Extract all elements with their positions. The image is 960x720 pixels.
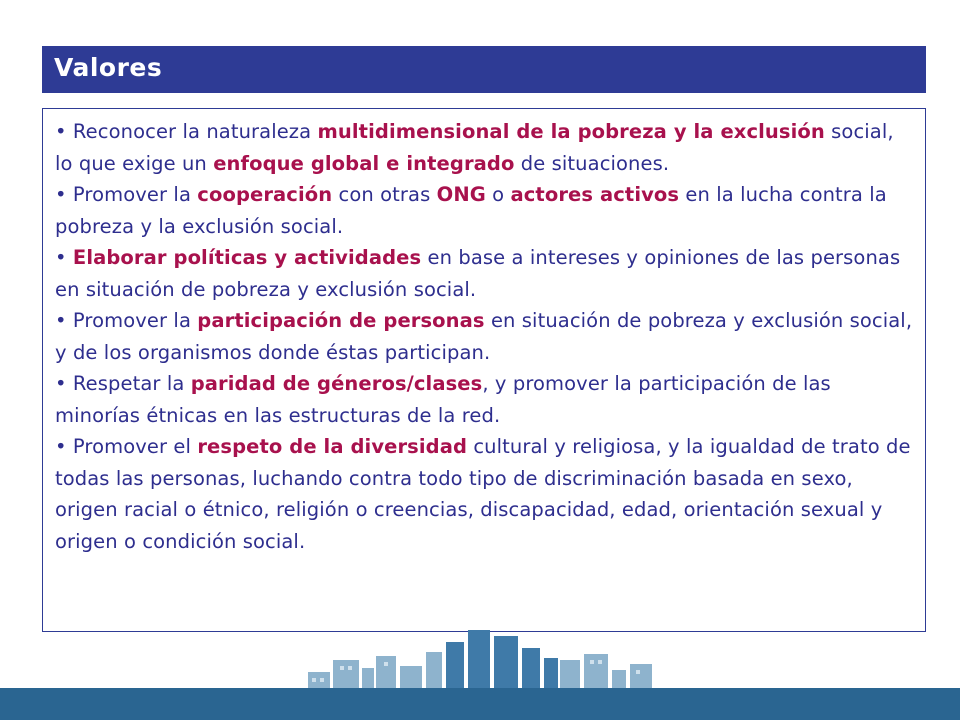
highlighted-text: enfoque global e integrado xyxy=(213,151,515,175)
bullet-marker: • xyxy=(55,435,73,458)
body-text: Promover la xyxy=(72,183,198,206)
highlighted-text: actores activos xyxy=(510,183,680,206)
value-bullet-3 xyxy=(55,242,915,305)
footer-band xyxy=(0,688,960,720)
body-text: con otras xyxy=(332,183,437,206)
body-text: de situaciones. xyxy=(514,151,670,175)
title-bar xyxy=(42,46,926,93)
body-text: Respetar la xyxy=(72,372,191,395)
body-text: en la lucha contra la pobreza y la exclusión social. xyxy=(55,183,887,238)
body-text: , y promover la participación de las minorías étnicas en las estructuras de la red. xyxy=(55,372,831,427)
highlighted-text: Elaborar políticas y actividades xyxy=(72,246,422,269)
value-bullet-4 xyxy=(55,305,915,368)
value-bullet-2 xyxy=(55,179,915,242)
slide-title: Valores xyxy=(54,53,163,82)
highlighted-text: cooperación xyxy=(197,183,333,206)
value-bullet-1 xyxy=(55,116,915,179)
bullet-marker: • xyxy=(55,309,73,332)
body-text: Reconocer la naturaleza xyxy=(72,120,318,143)
value-bullet-5 xyxy=(55,368,915,431)
value-bullet-6 xyxy=(55,431,915,557)
values-list xyxy=(42,108,926,632)
bullet-marker: • xyxy=(55,372,73,395)
highlighted-text: paridad de géneros/clases xyxy=(190,372,483,395)
highlighted-text: participación de personas xyxy=(197,309,485,332)
body-text: Promover el xyxy=(72,435,198,458)
body-text: en base a intereses y opiniones de las personas en situación de pobreza y exclusión social. xyxy=(55,246,901,301)
bullet-marker: • xyxy=(55,120,73,143)
body-text: cultural y religiosa, y la igualdad de trato de todas las personas, luchando contra todo tipo de discriminación basada en sexo, origen racial o étnico, religión o creencias, discapacidad, edad, orientación sexual y origen o condición social. xyxy=(55,435,911,553)
body-text: en situación de pobreza y exclusión social, y de los organismos donde éstas participan. xyxy=(55,309,913,364)
body-text: social, lo que exige un xyxy=(55,120,894,175)
bullet-marker: • xyxy=(55,246,73,269)
city-skyline-decoration xyxy=(0,630,960,690)
highlighted-text: respeto de la diversidad xyxy=(197,435,468,458)
body-text: o xyxy=(485,183,511,206)
body-text: Promover la xyxy=(72,309,198,332)
highlighted-text: multidimensional de la pobreza y la exclusión xyxy=(317,120,825,143)
bullet-marker: • xyxy=(55,183,73,206)
highlighted-text: ONG xyxy=(436,183,486,206)
